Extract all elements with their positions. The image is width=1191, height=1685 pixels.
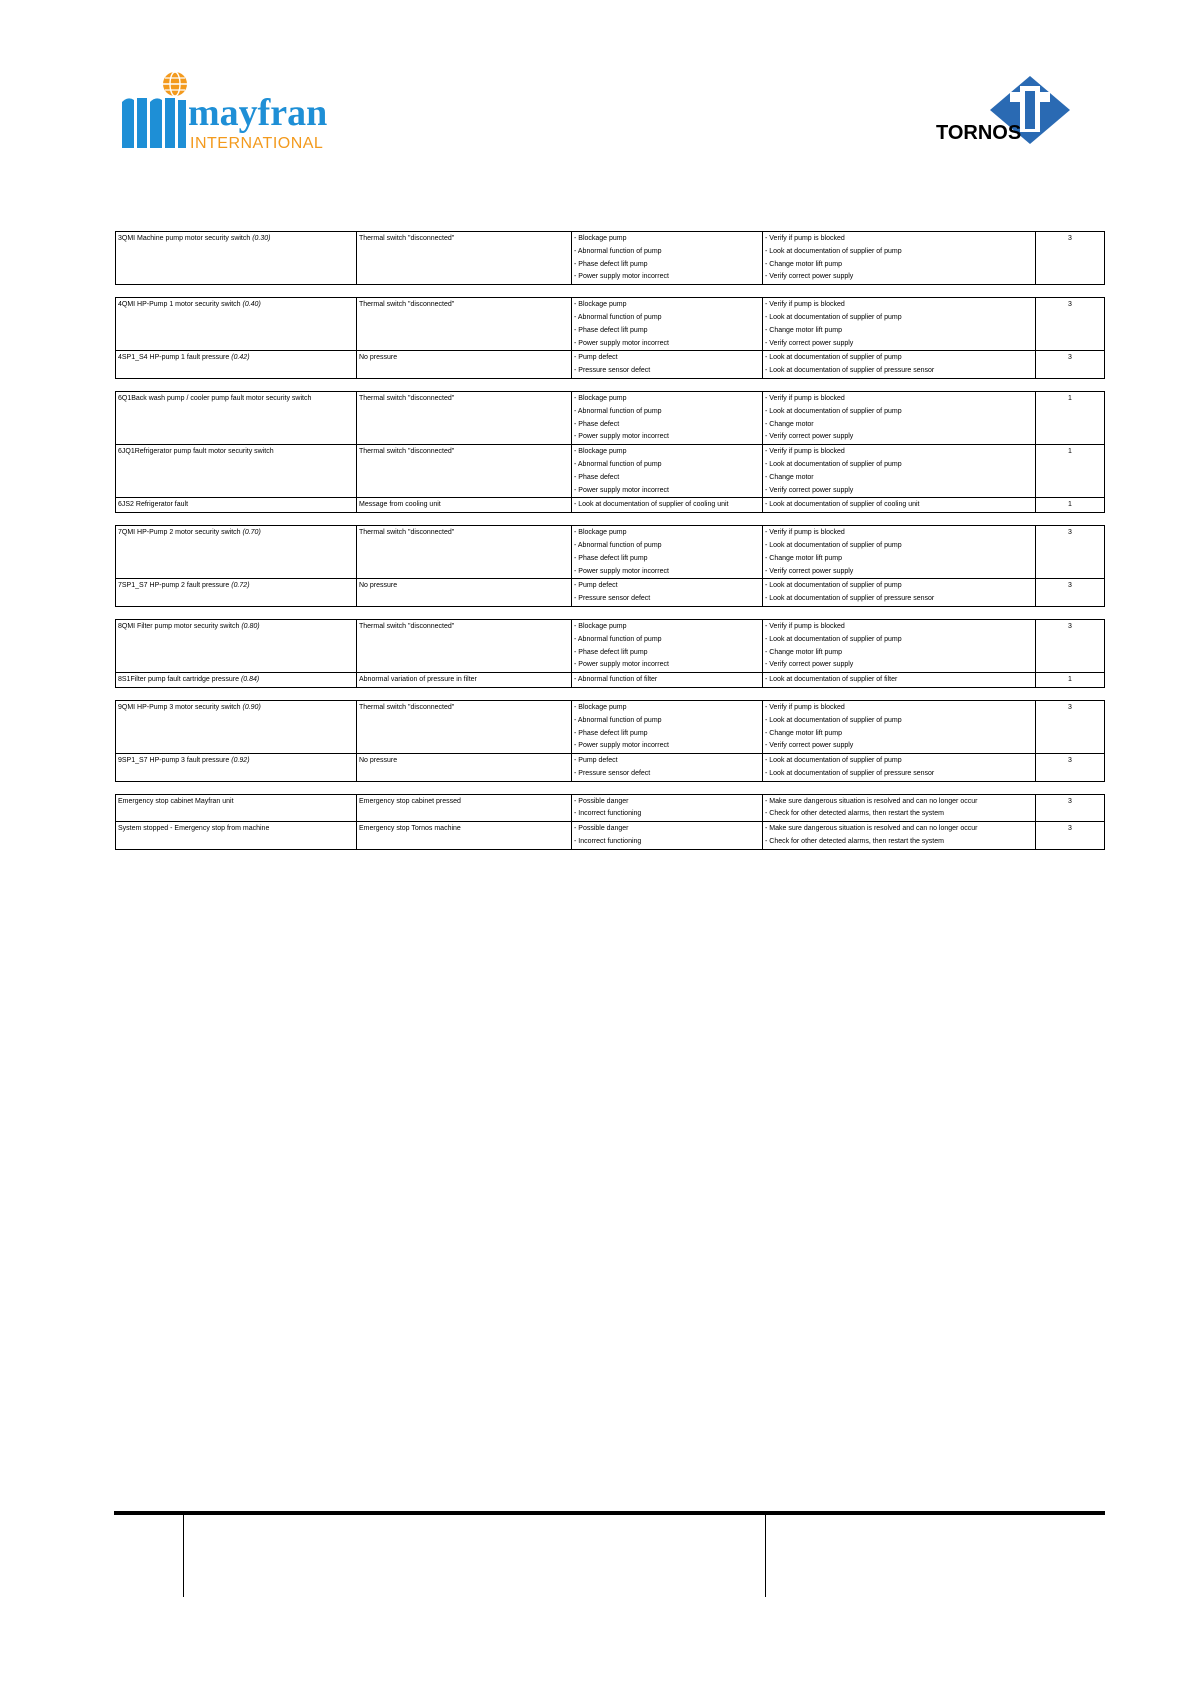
alarm-name: Emergency stop cabinet Mayfran unit [118, 797, 234, 805]
alarm-status: Thermal switch "disconnected" [357, 526, 572, 579]
action-item: - Change motor lift pump [765, 729, 843, 737]
alarm-table [115, 525, 1105, 607]
alarm-table [115, 391, 1105, 513]
mayfran-subtitle: INTERNATIONAL [190, 135, 324, 152]
cause-item: - Phase defect lift pump [574, 260, 648, 268]
alarm-name-cell [116, 498, 357, 513]
alarm-actions [763, 673, 1036, 688]
alarm-level: 1 [1036, 498, 1105, 513]
alarm-reference: (0.80) [241, 622, 260, 630]
alarm-actions [763, 498, 1036, 513]
alarm-status: Thermal switch "disconnected" [357, 298, 572, 351]
alarm-name-cell [116, 445, 357, 498]
cause-item: - Incorrect functioning [574, 810, 642, 818]
alarm-level: 1 [1036, 445, 1105, 498]
alarm-status: Thermal switch "disconnected" [357, 619, 572, 672]
cause-item: - Phase defect lift pump [574, 648, 648, 656]
table-row [116, 673, 1105, 688]
alarm-reference: (0.30) [252, 235, 271, 242]
alarm-causes [572, 794, 763, 822]
alarm-table [115, 297, 1105, 379]
alarm-causes [572, 673, 763, 688]
alarm-reference: (0.42) [231, 354, 250, 362]
action-item: - Look at documentation of supplier of pump [765, 247, 902, 255]
alarm-name: 9SP1_S7 HP-pump 3 fault pressure [118, 757, 232, 765]
alarm-name: 6JS2 Refrigerator fault [118, 501, 189, 509]
alarm-name: 7SP1_S7 HP-pump 2 fault pressure [118, 582, 232, 590]
cause-item: - Power supply motor incorrect [574, 661, 669, 669]
alarm-name-cell [116, 526, 357, 579]
action-item: - Verify if pump is blocked [765, 529, 845, 537]
alarm-name: 4QMI HP-Pump 1 motor security switch [118, 301, 243, 309]
action-item: - Change motor [765, 420, 814, 428]
tornos-wordmark: TORNOS [936, 122, 1022, 144]
alarm-actions [763, 232, 1036, 285]
alarm-causes [572, 298, 763, 351]
action-item: - Verify if pump is blocked [765, 301, 845, 309]
cause-item: - Blockage pump [574, 301, 627, 309]
alarm-actions [763, 351, 1036, 379]
alarm-table [115, 619, 1105, 688]
action-item: - Verify if pump is blocked [765, 448, 845, 456]
alarm-table [115, 231, 1105, 285]
table-row [116, 445, 1105, 498]
action-item: - Verify if pump is blocked [765, 703, 845, 711]
action-item: - Verify if pump is blocked [765, 235, 845, 242]
action-item: - Make sure dangerous situation is resolved and can no longer occur [765, 797, 978, 805]
alarm-name: 7QMI HP-Pump 2 motor security switch [118, 529, 243, 537]
cause-item: - Blockage pump [574, 703, 627, 711]
cause-item: - Power supply motor incorrect [574, 486, 669, 494]
alarm-name-cell [116, 391, 357, 444]
action-item: - Look at documentation of supplier of pump [765, 313, 902, 321]
alarm-level: 3 [1036, 298, 1105, 351]
alarm-status: No pressure [357, 351, 572, 379]
alarm-name-cell [116, 673, 357, 688]
action-item: - Verify if pump is blocked [765, 622, 845, 630]
action-item: - Change motor lift pump [765, 326, 843, 334]
alarm-status: Abnormal variation of pressure in filter [357, 673, 572, 688]
table-row [116, 351, 1105, 379]
alarm-name: 4SP1_S4 HP-pump 1 fault pressure [118, 354, 232, 362]
action-item: - Look at documentation of supplier of cooling unit [765, 501, 920, 509]
cause-item: - Abnormal function of pump [574, 635, 662, 643]
cause-item: - Phase defect [574, 420, 620, 428]
alarm-actions [763, 822, 1036, 850]
action-item: - Verify correct power supply [765, 433, 854, 441]
alarm-level: 3 [1036, 232, 1105, 285]
alarm-causes [572, 498, 763, 513]
cause-item: - Pump defect [574, 582, 618, 590]
table-row [116, 526, 1105, 579]
cause-item: - Abnormal function of pump [574, 247, 662, 255]
alarm-status: Thermal switch "disconnected" [357, 700, 572, 753]
alarm-reference: (0.72) [231, 582, 250, 590]
cause-item: - Phase defect lift pump [574, 729, 648, 737]
action-item: - Look at documentation of supplier of pump [765, 460, 902, 468]
alarm-name-cell [116, 794, 357, 822]
alarm-name: 8S1Filter pump fault cartridge pressure [118, 676, 241, 684]
alarm-status: Message from cooling unit [357, 498, 572, 513]
alarm-actions [763, 619, 1036, 672]
action-item: - Make sure dangerous situation is resolved and can no longer occur [765, 825, 978, 833]
action-item: - Look at documentation of supplier of filter [765, 676, 898, 684]
alarm-level: 3 [1036, 754, 1105, 782]
alarm-name: System stopped - Emergency stop from machine [118, 825, 270, 833]
alarm-reference: (0.40) [242, 301, 261, 309]
cause-item: - Power supply motor incorrect [574, 339, 669, 347]
action-item: - Look at documentation of supplier of pressure sensor [765, 367, 935, 375]
cause-item: - Blockage pump [574, 235, 627, 242]
alarm-name: 9QMI HP-Pump 3 motor security switch [118, 703, 243, 711]
alarm-table [115, 700, 1105, 782]
table-row [116, 298, 1105, 351]
cause-item: - Abnormal function of pump [574, 541, 662, 549]
table-row [116, 700, 1105, 753]
mayfran-logo [122, 70, 354, 152]
alarm-status: No pressure [357, 579, 572, 607]
alarm-name-cell [116, 232, 357, 285]
action-item: - Verify correct power supply [765, 486, 854, 494]
cause-item: - Phase defect lift pump [574, 326, 648, 334]
cause-item: - Possible danger [574, 825, 629, 833]
alarm-reference: (0.84) [240, 676, 260, 684]
action-item: - Verify if pump is blocked [765, 394, 845, 402]
action-item: - Change motor [765, 473, 814, 481]
alarm-actions [763, 445, 1036, 498]
table-row [116, 498, 1105, 513]
cause-item: - Blockage pump [574, 394, 627, 402]
action-item: - Change motor lift pump [765, 260, 843, 268]
action-item: - Look at documentation of supplier of pressure sensor [765, 595, 935, 603]
alarm-level: 3 [1036, 619, 1105, 672]
alarm-status: Emergency stop cabinet pressed [357, 794, 572, 822]
alarm-name: 3QMI Machine pump motor security switch [118, 235, 253, 242]
alarm-name: 8QMI Filter pump motor security switch [118, 622, 242, 630]
mayfran-bars [122, 98, 186, 148]
cause-item: - Pump defect [574, 354, 618, 362]
action-item: - Look at documentation of supplier of pump [765, 582, 902, 590]
action-item: - Verify correct power supply [765, 661, 854, 669]
alarm-level: 3 [1036, 351, 1105, 379]
action-item: - Verify correct power supply [765, 742, 854, 750]
alarm-causes [572, 391, 763, 444]
cause-item: - Pressure sensor defect [574, 769, 651, 777]
alarm-causes [572, 754, 763, 782]
alarm-causes [572, 619, 763, 672]
alarm-status: Thermal switch "disconnected" [357, 232, 572, 285]
cause-item: - Abnormal function of filter [574, 676, 658, 684]
cause-item: - Abnormal function of pump [574, 313, 662, 321]
action-item: - Check for other detected alarms, then restart the system [765, 838, 944, 846]
alarm-name-cell [116, 619, 357, 672]
alarm-actions [763, 794, 1036, 822]
action-item: - Look at documentation of supplier of pump [765, 407, 902, 415]
alarm-causes [572, 351, 763, 379]
alarm-name: 6JQ1Refrigerator pump fault motor security switch [118, 448, 274, 456]
alarm-table [115, 794, 1105, 850]
action-item: - Verify correct power supply [765, 273, 854, 281]
cause-item: - Power supply motor incorrect [574, 567, 669, 575]
alarm-reference: (0.90) [242, 703, 261, 711]
cause-item: - Look at documentation of supplier of cooling unit [574, 501, 729, 509]
alarm-actions [763, 391, 1036, 444]
alarm-actions [763, 579, 1036, 607]
table-row [116, 794, 1105, 822]
action-item: - Look at documentation of supplier of pump [765, 757, 902, 765]
action-item: - Change motor lift pump [765, 648, 843, 656]
alarm-level: 3 [1036, 526, 1105, 579]
alarm-level: 3 [1036, 579, 1105, 607]
alarm-level: 1 [1036, 391, 1105, 444]
alarm-name-cell [116, 579, 357, 607]
footer-divider-left [183, 1515, 184, 1597]
alarm-causes [572, 822, 763, 850]
alarm-name-cell [116, 754, 357, 782]
cause-item: - Power supply motor incorrect [574, 742, 669, 750]
alarm-level: 3 [1036, 822, 1105, 850]
alarm-causes [572, 526, 763, 579]
alarm-status: Thermal switch "disconnected" [357, 391, 572, 444]
cause-item: - Phase defect [574, 473, 620, 481]
action-item: - Change motor lift pump [765, 554, 843, 562]
alarm-level: 1 [1036, 673, 1105, 688]
table-row [116, 619, 1105, 672]
action-item: - Verify correct power supply [765, 567, 854, 575]
alarm-level: 3 [1036, 794, 1105, 822]
cause-item: - Power supply motor incorrect [574, 273, 669, 281]
cause-item: - Phase defect lift pump [574, 554, 648, 562]
cause-item: - Pressure sensor defect [574, 595, 651, 603]
alarm-reference: (0.70) [242, 529, 261, 537]
alarm-actions [763, 526, 1036, 579]
action-item: - Look at documentation of supplier of pump [765, 541, 902, 549]
alarm-name-cell [116, 822, 357, 850]
alarm-name: 6Q1Back wash pump / cooler pump fault motor security switch [118, 394, 312, 402]
alarm-name-cell [116, 351, 357, 379]
cause-item: - Pressure sensor defect [574, 367, 651, 375]
alarm-status: No pressure [357, 754, 572, 782]
table-row [116, 579, 1105, 607]
cause-item: - Blockage pump [574, 622, 627, 630]
alarm-causes [572, 232, 763, 285]
alarm-status: Thermal switch "disconnected" [357, 445, 572, 498]
tornos-logo [934, 72, 1086, 146]
mayfran-wordmark: mayfran [188, 92, 328, 134]
alarm-causes [572, 700, 763, 753]
alarm-actions [763, 298, 1036, 351]
alarm-actions [763, 754, 1036, 782]
globe-icon [163, 72, 187, 96]
action-item: - Verify correct power supply [765, 339, 854, 347]
alarm-level: 3 [1036, 700, 1105, 753]
cause-item: - Possible danger [574, 797, 629, 805]
cause-item: - Pump defect [574, 757, 618, 765]
table-row [116, 754, 1105, 782]
alarm-name-cell [116, 700, 357, 753]
action-item: - Look at documentation of supplier of pump [765, 716, 902, 724]
action-item: - Check for other detected alarms, then restart the system [765, 810, 944, 818]
table-row [116, 391, 1105, 444]
action-item: - Look at documentation of supplier of pressure sensor [765, 769, 935, 777]
alarm-actions [763, 700, 1036, 753]
action-item: - Look at documentation of supplier of pump [765, 354, 902, 362]
alarm-name-cell [116, 298, 357, 351]
table-row [116, 232, 1105, 285]
table-row [116, 822, 1105, 850]
cause-item: - Blockage pump [574, 529, 627, 537]
alarm-table-list [115, 231, 1104, 862]
action-item: - Look at documentation of supplier of pump [765, 635, 902, 643]
alarm-reference: (0.92) [231, 757, 250, 765]
cause-item: - Incorrect functioning [574, 838, 642, 846]
footer-rule [114, 1511, 1105, 1515]
cause-item: - Abnormal function of pump [574, 407, 662, 415]
alarm-causes [572, 445, 763, 498]
cause-item: - Abnormal function of pump [574, 460, 662, 468]
footer-divider-right [765, 1515, 766, 1597]
cause-item: - Abnormal function of pump [574, 716, 662, 724]
cause-item: - Power supply motor incorrect [574, 433, 669, 441]
alarm-causes [572, 579, 763, 607]
alarm-status: Emergency stop Tornos machine [357, 822, 572, 850]
cause-item: - Blockage pump [574, 448, 627, 456]
